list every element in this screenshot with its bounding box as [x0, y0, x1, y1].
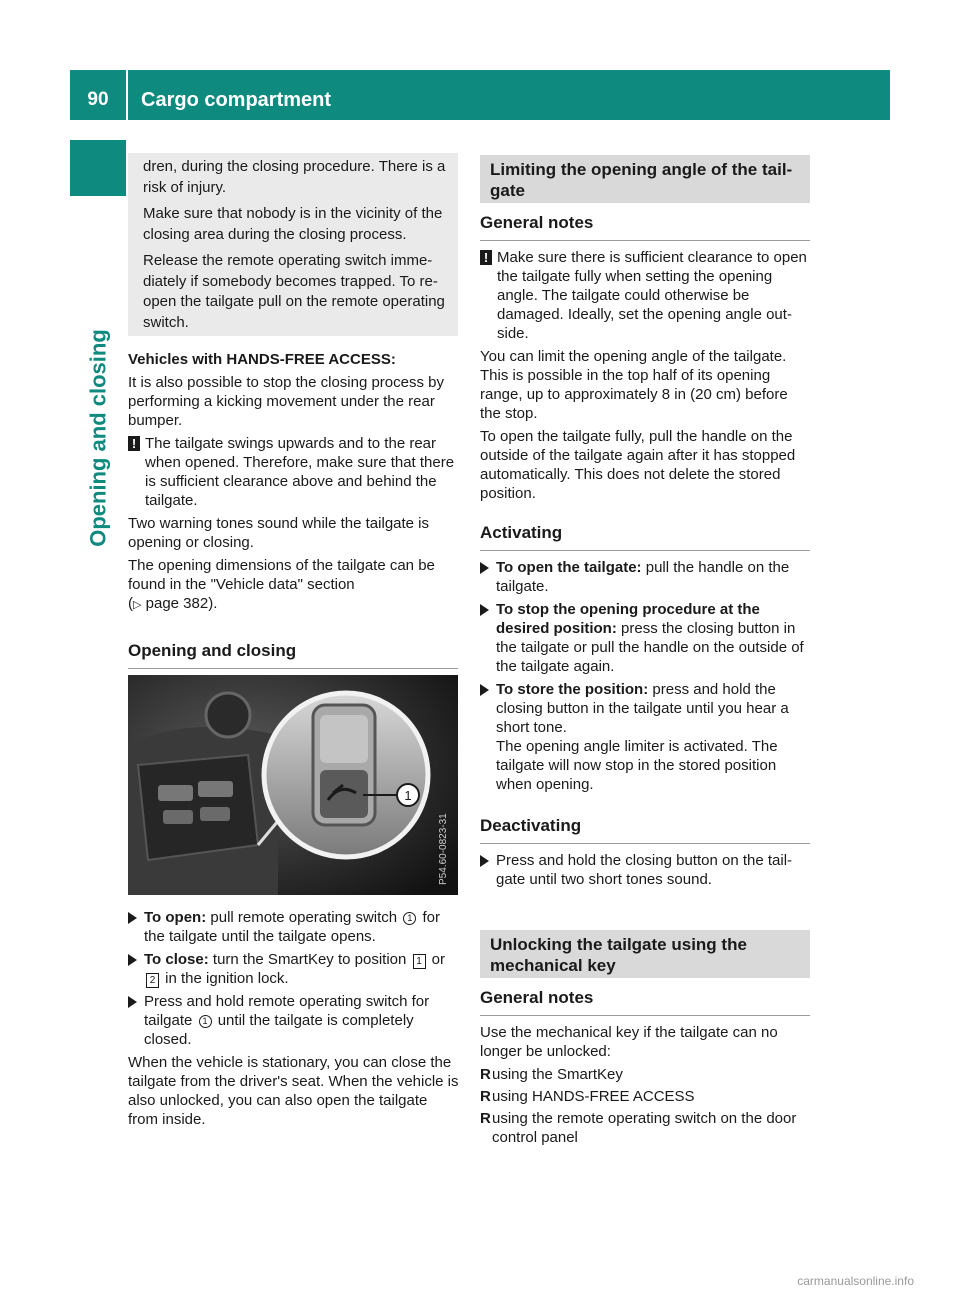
dimensions-text [128, 556, 460, 615]
warning-icon: ! [480, 250, 492, 265]
step-open-tailgate [480, 558, 812, 596]
step-label: To close: [144, 951, 209, 968]
heading-text: General notes [480, 988, 594, 1007]
page-reference-link[interactable]: page 382). [141, 595, 218, 612]
step-text: or [427, 951, 446, 968]
activating-steps [480, 558, 812, 798]
unlock-intro: Use the mechanical key if the tailgate can no longer be unlocked: [480, 1024, 778, 1060]
remote-switch-photo [128, 675, 458, 895]
bullet-icon: R [480, 1066, 491, 1083]
step-text: press the closing button in the tailgate or pull the handle on the outside of the tailgate again. [496, 620, 804, 675]
clearance-notice [480, 248, 812, 343]
step-deactivate [480, 851, 812, 889]
deactivating-steps [480, 851, 812, 893]
page-number: 90 [87, 89, 109, 110]
limit-paragraph-2: To open the tailgate fully, pull the handle on the outside of the tailgate again after it has stopped automatically. This does not delete the stored position. [480, 428, 796, 502]
key-position-icon: 2 [146, 973, 159, 988]
section-heading-text: Unlocking the tailgate using the mechanical key [490, 935, 747, 975]
limit-paragraph-1: You can limit the opening angle of the tailgate. This is possible in the top half of its opening range, up to approximately 8 in (20 cm) before the stop. [480, 348, 788, 422]
heading-text: General notes [480, 213, 594, 232]
step-label: To stop the opening procedure at the desired position: [496, 601, 760, 637]
warning-line: dren, during the closing procedure. There is a risk of injury. [143, 158, 446, 196]
heading-text: Deactivating [480, 816, 582, 835]
photo-code: P54.60-0823-31 [438, 813, 449, 885]
page-ref-arrow-icon: ▷ [133, 599, 142, 611]
step-arrow-icon [480, 604, 489, 616]
step-text: pull remote operating switch [206, 909, 402, 926]
step-text: until the tailgate is completely closed. [144, 1012, 414, 1048]
opening-closing-steps [128, 908, 460, 1133]
section-heading-opening-closing [128, 640, 458, 669]
activating-heading [480, 522, 810, 551]
limiting-section-body [480, 248, 812, 507]
page-title: Cargo compartment [141, 89, 332, 111]
step-arrow-icon [128, 912, 137, 924]
step-arrow-icon [480, 562, 489, 574]
heading-text: Activating [480, 523, 563, 542]
step-stop-opening [480, 600, 812, 676]
dimensions-text-main: The opening dimensions of the tailgate can be found in the "Vehicle data" section [128, 557, 435, 593]
step-to-open [128, 908, 460, 946]
section-heading-text: Opening and closing [128, 641, 297, 660]
step-text: for the tailgate until the tailgate opens. [144, 909, 441, 945]
warning-line: Release the remote operating switch immediately if somebody becomes trapped. To reopen the tailgate pull on the remote operating switch. [143, 252, 445, 331]
key-position-icon: 1 [413, 954, 426, 969]
deactivating-heading [480, 815, 810, 844]
page-ref-paren: ( [128, 595, 133, 612]
step-text: pull the handle on the tailgate. [496, 559, 790, 595]
callout-number-icon: 1 [199, 1015, 212, 1028]
step-arrow-icon [128, 954, 137, 966]
step-text: Press and hold remote operating switch for tailgate [144, 993, 430, 1029]
step-arrow-icon [480, 684, 489, 696]
step-label: To open: [144, 909, 207, 926]
page-header [70, 70, 890, 120]
damage-notice-text: The tailgate swings upwards and to the rear when opened. Therefore, make sure that there is sufficient clearance above and behind the tailgate. [145, 435, 455, 509]
step-arrow-icon [128, 996, 137, 1008]
step-arrow-icon [480, 855, 489, 867]
step-text: Press and hold the closing button on the tailgate until two short tones sound. [496, 852, 793, 888]
handsfree-section [128, 350, 460, 619]
closing-text: When the vehicle is stationary, you can close the tailgate from the driver's seat. When the vehicle is also unlocked, you can also open the tailgate from inside. [128, 1054, 459, 1128]
warning-continuation-box [128, 153, 458, 336]
chapter-label-text: Opening and closing [85, 329, 111, 547]
tones-text: Two warning tones sound while the tailgate is opening or closing. [128, 515, 430, 551]
watermark-text: carmanualsonline.info [797, 1274, 914, 1288]
step-to-close [128, 950, 460, 988]
header-divider [126, 70, 128, 120]
handsfree-text: It is also possible to stop the closing process by performing a kicking movement under the rear bumper. [128, 374, 444, 429]
list-item [480, 1109, 812, 1147]
step-text: turn the SmartKey to position [208, 951, 411, 968]
clearance-notice-text: Make sure there is sufficient clearance to open the tailgate fully when setting the opening angle. The tailgate could otherwise be damaged. Ideally, set the opening angle outside. [497, 249, 807, 342]
handsfree-heading: Vehicles with HANDS-FREE ACCESS: [128, 351, 396, 368]
list-item-text: using the SmartKey [492, 1066, 623, 1083]
section-unlocking-heading [480, 930, 810, 978]
step-press-hold [128, 992, 460, 1049]
section-limiting-heading [480, 155, 810, 203]
step-result-text: The opening angle limiter is activated. The tailgate will now stop in the stored position when opening. [496, 738, 778, 793]
unlocking-section-body [480, 1023, 812, 1150]
step-store-position [480, 680, 812, 794]
warning-line: Make sure that nobody is in the vicinity of the closing area during the closing process. [143, 205, 443, 243]
step-label: To open the tailgate: [496, 559, 642, 576]
section-heading-text: Limiting the opening angle of the tailgate [490, 160, 793, 200]
general-notes-heading-1 [480, 212, 810, 241]
warning-icon: ! [128, 436, 140, 451]
step-text: in the ignition lock. [161, 970, 289, 987]
chapter-tab-block [70, 140, 126, 196]
damage-notice [128, 434, 460, 510]
door-panel-illustration [128, 675, 458, 895]
step-text: press and hold the closing button in the tailgate until you hear a short tone. [496, 681, 789, 736]
bullet-icon: R [480, 1110, 491, 1127]
step-label: To store the position: [496, 681, 649, 698]
list-item [480, 1087, 812, 1106]
photo-callout-label: 1 [404, 788, 412, 803]
list-item-text: using the remote operating switch on the door control panel [492, 1110, 797, 1146]
general-notes-heading-2 [480, 987, 810, 1016]
list-item-text: using HANDS-FREE ACCESS [492, 1088, 695, 1105]
bullet-icon: R [480, 1088, 491, 1105]
list-item [480, 1065, 812, 1084]
callout-number-icon: 1 [403, 912, 416, 925]
